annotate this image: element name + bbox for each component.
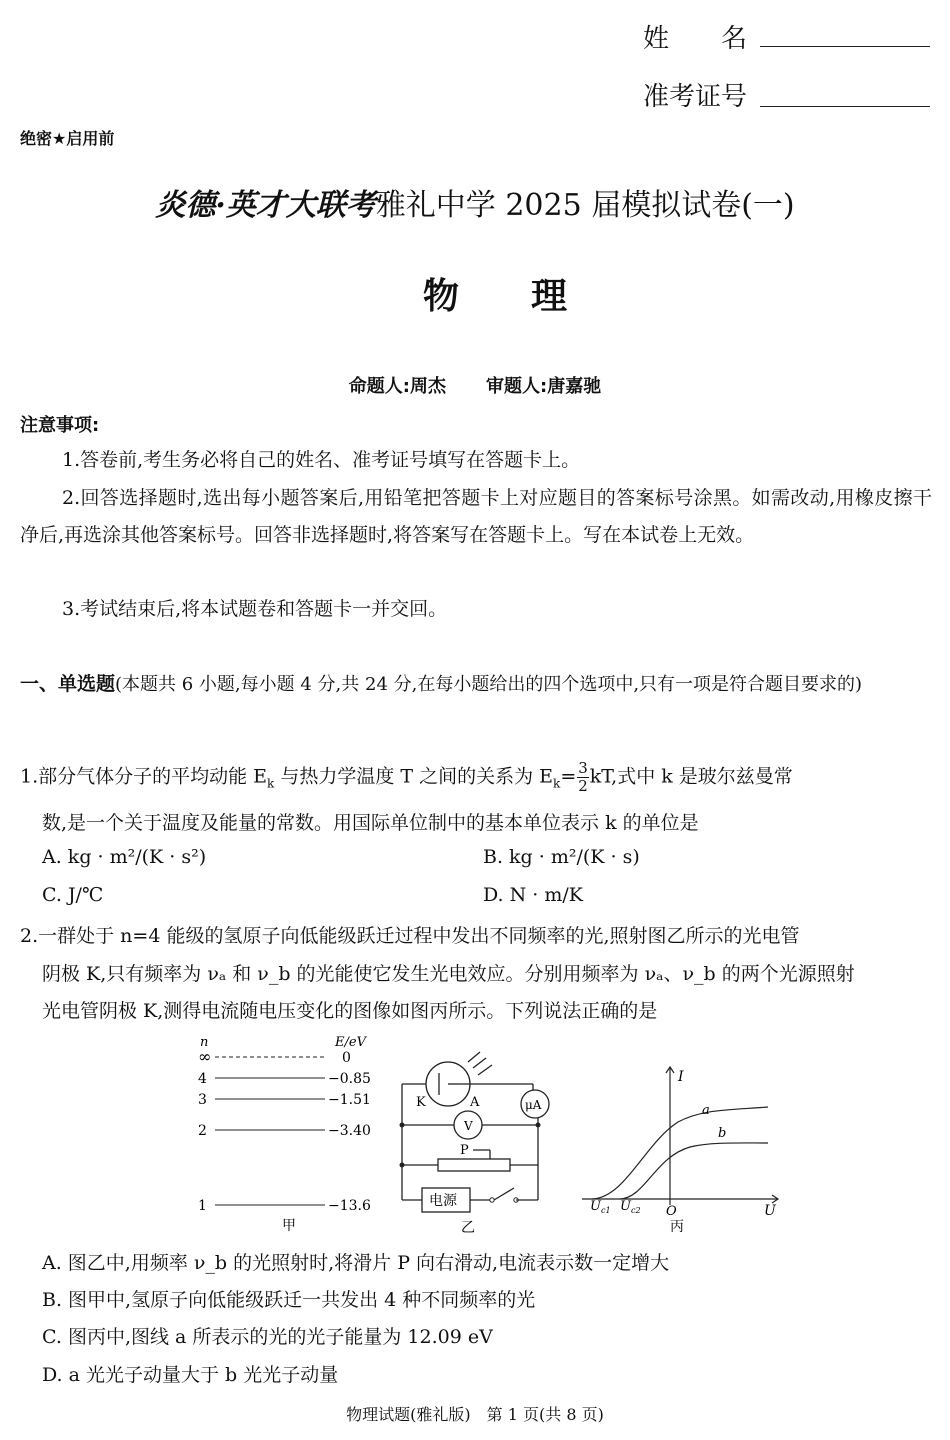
authors xyxy=(0,372,950,398)
svg-text:0: 0 xyxy=(342,1050,351,1066)
level-2 xyxy=(198,1123,371,1139)
reviewer: 审题人:唐嘉驰 xyxy=(486,376,602,397)
figure-iu-curves xyxy=(580,1065,780,1240)
e-axis-label: E/eV xyxy=(335,1035,366,1050)
q2-line1: 2.一群处于 n=4 能级的氢原子向低能级跃迁过程中发出不同频率的光,照射图乙所示的光电管 xyxy=(20,925,800,947)
subject-title: 物 理 xyxy=(422,276,567,317)
page-footer: 物理试题(雅礼版) 第 1 页(共 8 页) xyxy=(346,1405,604,1424)
label-curve-b: b xyxy=(718,1126,727,1141)
label-o: O xyxy=(666,1204,677,1219)
q2-line2: 阴极 K,只有频率为 νₐ 和 ν_b 的光能使它发生光电效应。分别用频率为 νₐ、ν_b 的两个光源照射 xyxy=(42,963,855,985)
q1-line2: 数,是一个关于温度及能量的常数。用国际单位制中的基本单位表示 k 的单位是 xyxy=(42,812,699,834)
svg-text:∞: ∞ xyxy=(198,1047,212,1066)
name-label: 姓 名 xyxy=(643,24,748,54)
q2-line3: 光电管阴极 K,测得电流随电压变化的图像如图丙所示。下列说法正确的是 xyxy=(42,1000,658,1022)
svg-text:−0.85: −0.85 xyxy=(328,1071,371,1087)
svg-text:−13.6: −13.6 xyxy=(328,1198,371,1214)
caption-bing: 丙 xyxy=(670,1219,684,1235)
name-field[interactable] xyxy=(760,46,930,47)
q1-option-d[interactable]: D. N · m/K xyxy=(483,884,583,906)
q1-option-b[interactable]: B. kg · m²/(K · s) xyxy=(483,846,640,868)
secret-label: 绝密★启用前 xyxy=(20,129,115,148)
svg-text:1: 1 xyxy=(198,1198,207,1214)
level-4 xyxy=(198,1071,371,1087)
note-3: 3.考试结束后,将本试题卷和答题卡一并交回。 xyxy=(62,598,448,620)
id-field[interactable] xyxy=(760,106,930,107)
caption-yi: 乙 xyxy=(461,1220,475,1236)
label-ammeter: μA xyxy=(525,1098,542,1112)
svg-text:2: 2 xyxy=(198,1123,207,1139)
fraction: $\frac{3}{2}$ xyxy=(578,759,588,795)
label-u: U xyxy=(764,1203,776,1219)
caption-jia: 甲 xyxy=(282,1218,296,1234)
label-k: K xyxy=(416,1095,426,1110)
label-voltmeter: V xyxy=(464,1119,473,1133)
note-1: 1.答卷前,考生务必将自己的姓名、准考证号填写在答题卡上。 xyxy=(62,449,581,471)
q2-option-d[interactable]: D. a 光光子动量大于 b 光光子动量 xyxy=(42,1364,339,1386)
curve-a xyxy=(592,1107,768,1199)
section1-desc: (本题共 6 小题,每小题 4 分,共 24 分,在每小题给出的四个选项中,只有一项是符合题目要求的) xyxy=(115,674,863,695)
label-uc2: $U_{c2}$ xyxy=(620,1199,641,1215)
section1-title: 一、单选题 xyxy=(20,673,116,695)
n-axis-label: n xyxy=(200,1035,209,1050)
level-inf xyxy=(198,1047,351,1066)
label-a: A xyxy=(470,1095,480,1110)
svg-text:−1.51: −1.51 xyxy=(328,1092,371,1108)
q1-option-a[interactable]: A. kg · m²/(K · s²) xyxy=(42,846,207,868)
svg-text:4: 4 xyxy=(198,1071,207,1087)
id-label: 准考证号 xyxy=(643,82,748,112)
label-curve-a: a xyxy=(702,1103,710,1118)
curve-b xyxy=(620,1143,768,1199)
q2-option-c[interactable]: C. 图丙中,图线 a 所表示的光的光子能量为 12.09 eV xyxy=(42,1326,493,1348)
q2-option-a[interactable]: A. 图乙中,用频率 ν_b 的光照射时,将滑片 P 向右滑动,电流表示数一定增大 xyxy=(42,1252,670,1274)
section1-header xyxy=(20,667,932,702)
label-i: I xyxy=(678,1069,684,1085)
exam-name: 雅礼中学 2025 届模拟试卷(一) xyxy=(375,188,795,223)
level-3 xyxy=(198,1092,371,1108)
svg-text:3: 3 xyxy=(198,1092,207,1108)
level-1 xyxy=(198,1198,371,1214)
label-p: P xyxy=(460,1143,469,1158)
svg-text:−3.40: −3.40 xyxy=(328,1123,371,1139)
figure-energy-levels xyxy=(190,1030,390,1240)
figure-circuit xyxy=(398,1040,568,1240)
label-source: 电源 xyxy=(429,1193,457,1209)
rheostat xyxy=(438,1159,510,1171)
q2-option-b[interactable]: B. 图甲中,氢原子向低能级跃迁一共发出 4 种不同频率的光 xyxy=(42,1289,536,1311)
q1-line1: 1.部分气体分子的平均动能 $E_k$ 与热力学温度 T 之间的关系为 $E_k=$ $\frac{3}{2}$ kT,式中 k 是玻尔兹曼常 xyxy=(20,759,793,795)
note-2: 2.回答选择题时,选出每小题答案后,用铅笔把答题卡上对应题目的答案标号涂黑。如需改动,用橡皮擦干净后,再选涂其他答案标号。回答非选择题时,将答案写在答题卡上。写在本试卷上无效。 xyxy=(20,487,932,546)
q1-option-c[interactable]: C. J/℃ xyxy=(42,884,104,906)
setter: 命题人:周杰 xyxy=(348,376,446,397)
exam-title xyxy=(0,180,950,224)
label-uc1: $U_{c1}$ xyxy=(590,1199,611,1215)
brand-title: 炎德·英才大联考 xyxy=(155,188,376,223)
notes-heading: 注意事项: xyxy=(20,415,100,436)
switch xyxy=(494,1188,514,1200)
